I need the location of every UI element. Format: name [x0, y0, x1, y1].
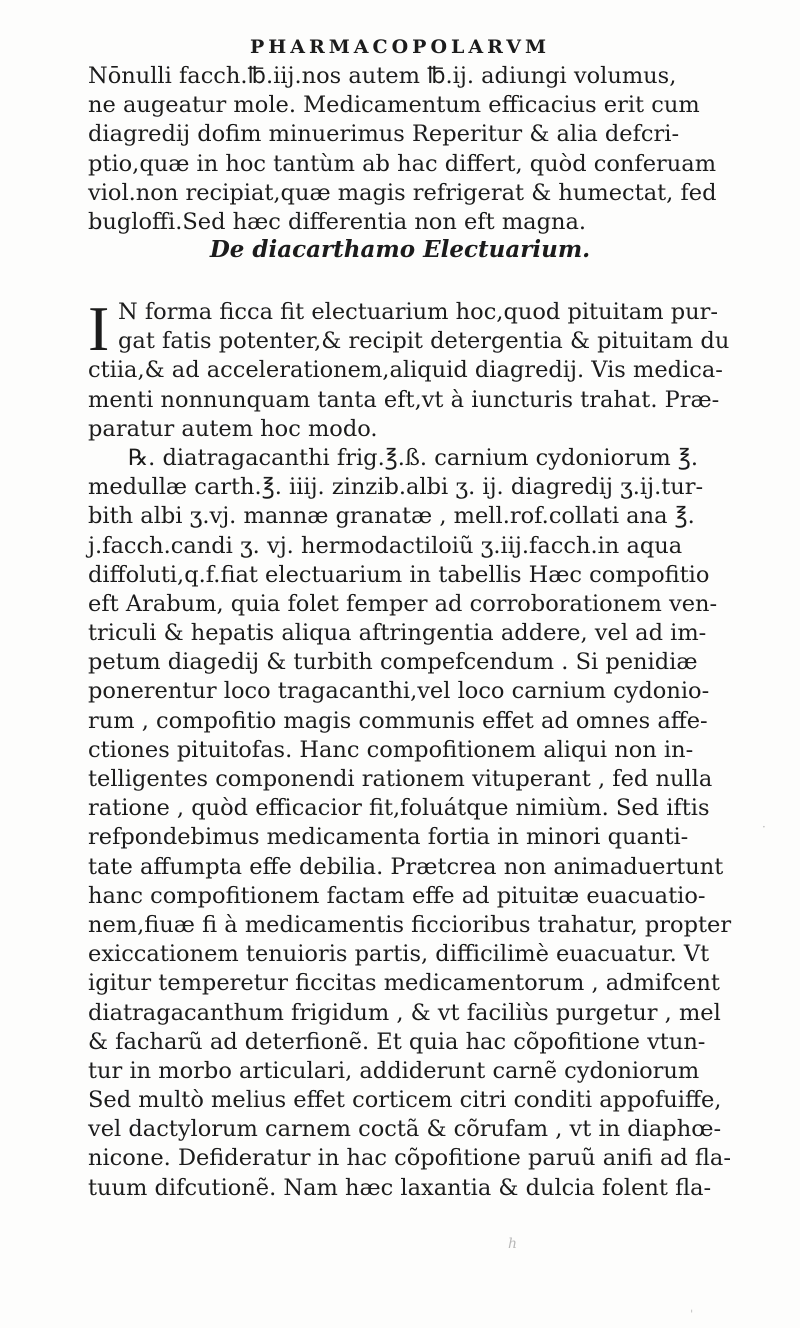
margin-mark: h — [508, 1236, 518, 1252]
text-line: nicone. Defideratur in hac cõpofitione paruũ anifi ad fla- — [88, 1145, 731, 1172]
text-line: diffoluti,q.f.fiat electuarium in tabellis Hæc compofitio — [88, 561, 710, 588]
text-line: ptio,quæ in hoc tantùm ab hac differt, quòd conferuam — [88, 150, 717, 177]
text-line: igitur temperetur ficcitas medicamentorum , admifcent — [88, 970, 720, 997]
text-line: Sed multò melius effet corticem citri conditi appofuiffe, — [88, 1087, 722, 1114]
text-line: vel dactylorum carnem coctã & cõrufam , vt in diaphœ- — [88, 1116, 722, 1143]
text-line: eft Arabum, quia folet femper ad corroborationem ven- — [88, 590, 718, 617]
text-line: ctiones pituitofas. Hanc compofitionem aliqui non in- — [88, 736, 694, 763]
text-line: ratione , quòd efficacior fit,foluátque nimiùm. Sed iftis — [88, 795, 710, 822]
text-line: & facharũ ad deterfionẽ. Et quia hac cõpofitione vtun- — [88, 1028, 706, 1055]
text-line: petum diagedij & turbith compefcendum . Si penidiæ — [88, 649, 698, 676]
text-line: gat fatis potenter,& recipit detergentia & pituitam du — [118, 328, 730, 355]
text-line: bugloffi.Sed hæc differentia non eft magna. — [88, 208, 587, 235]
text-line: diatragacanthum frigidum , & vt faciliùs purgetur , mel — [88, 999, 721, 1026]
text-line: N forma ficca fit electuarium hoc,quod pituitam pur- — [118, 299, 718, 325]
text-line: ne augeatur mole. Medicamentum efficacius erit cum — [88, 92, 700, 119]
text-line: ℞. diatragacanthi frig.℥.ß. carnium cydoniorum ℥. — [128, 444, 699, 471]
text-line: tur in morbo articulari, addiderunt carnẽ cydoniorum — [88, 1057, 700, 1084]
text-line: medullæ carth.℥. iiij. zinzib.albi ʒ. ij. diagredij ʒ.ij.tur- — [88, 474, 704, 501]
text-line: telligentes componendi rationem vituperant , fed nulla — [88, 766, 713, 792]
ink-speck: · — [762, 820, 766, 834]
text-line: ponerentur loco tragacanthi,vel loco carnium cydonio- — [88, 678, 710, 705]
text-line: triculi & hepatis aliqua aftringentia addere, vel ad im- — [88, 620, 707, 647]
text-line: refpondebimus medicamenta fortia in minori quanti- — [88, 824, 689, 851]
paragraph-1 — [88, 62, 768, 237]
text-line: exiccationem tenuioris partis, difficilimè euacuatur. Vt — [88, 941, 710, 968]
text-line: j.facch.candi ʒ. vj. hermodactiloiũ ʒ.iij.facch.in aqua — [88, 532, 683, 559]
paragraph-2 — [88, 293, 768, 1203]
text-line: tuum difcutionẽ. Nam hæc laxantia & dulcia folent fla- — [88, 1174, 712, 1201]
text-line: hanc compofitionem factam effe ad pituitæ euacuatio- — [88, 882, 706, 909]
text-line: menti nonnunquam tanta eft,vt à iuncturis trahat. Præ- — [88, 386, 720, 413]
ink-speck: ˌ — [690, 1300, 694, 1314]
text-line: ctiia,& ad accelerationem,aliquid diagredij. Vis medica- — [88, 357, 723, 384]
text-line: tate affumpta effe debilia. Prætcrea non animaduertunt — [88, 853, 724, 880]
text-line: nem,fiuæ fi à medicamentis ficcioribus trahatur, propter — [88, 911, 732, 938]
text-line: viol.non recipiat,quæ magis refrigerat & humectat, fed — [88, 179, 717, 206]
section-heading: De diacarthamo Electuarium. — [209, 236, 591, 263]
drop-cap-initial: I — [88, 293, 110, 364]
text-line: paratur autem hoc modo. — [88, 415, 378, 442]
text-line: rum , compofitio magis communis effet ad omnes affe- — [88, 707, 708, 734]
text-line: bith albi ʒ.vj. mannæ granatæ , mell.rof.collati ana ℥. — [88, 503, 695, 530]
running-head: PHARMACOPOLARVM — [249, 36, 551, 58]
text-line: diagredij dofim minuerimus Reperitur & alia defcri- — [88, 121, 680, 148]
text-line: Nōnulli facch.℔.iij.nos autem ℔.ij. adiungi volumus, — [88, 63, 677, 89]
